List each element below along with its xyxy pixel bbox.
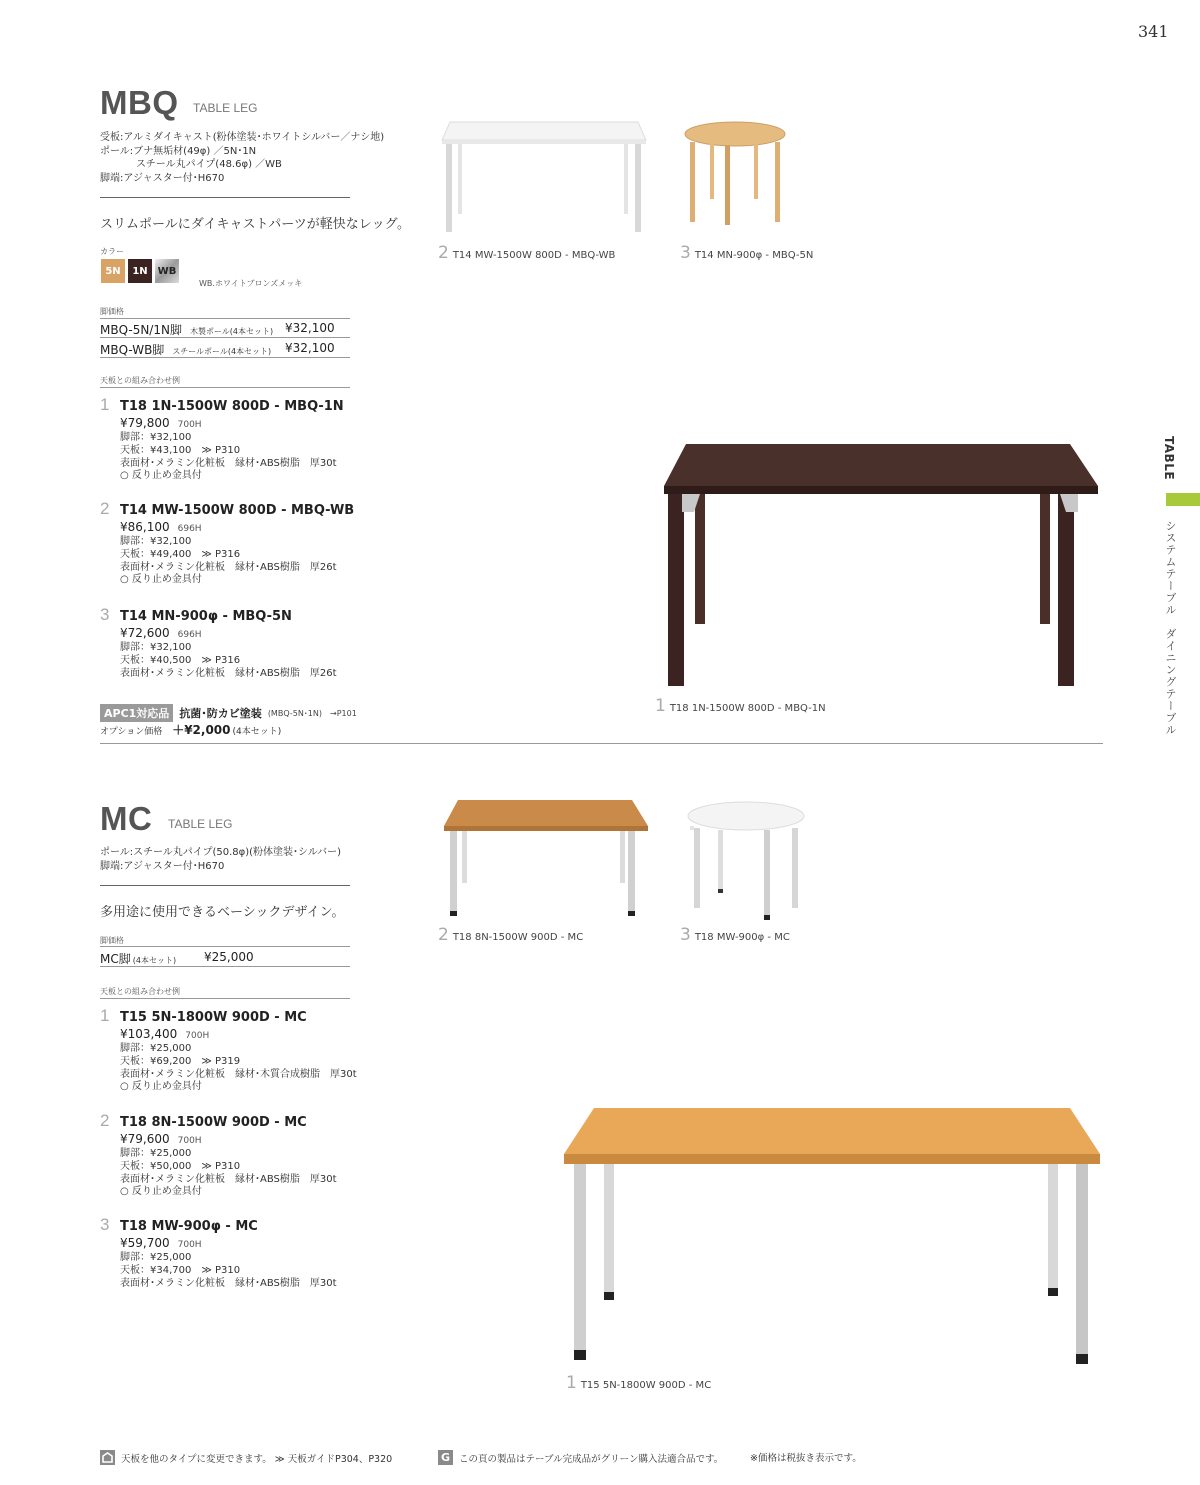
divider [100,966,350,967]
top-price: 天板：¥49,400 [120,548,192,560]
price-amount: ¥32,100 [285,341,335,355]
top-price: 天板：¥50,000 [120,1160,192,1172]
top-price: 天板：¥69,200 [120,1055,192,1067]
mc-specs [100,846,341,873]
mbq-title: MBQ [100,84,179,121]
caption-number: 3 [680,925,691,945]
caption-text: T18 1N-1500W 800D - MBQ-1N [669,703,826,714]
page-ref: ≫ P310 [201,444,241,456]
example-height: 700H [185,1031,210,1041]
example-detail [120,416,337,483]
caption-text: T18 8N-1500W 900D - MC [452,932,584,943]
example-height: 700H [177,420,202,430]
price-note: (4本セット) [132,956,177,965]
caption-number: 2 [438,243,449,263]
mbq-spec-line: 受板:アルミダイキャスト(粉体塗装･ホワイトシルバー／ナシ地) [100,132,385,143]
option-label: オプション価格 [100,727,163,737]
apc-badge: APC1対応品 [100,704,173,722]
example-number: 3 [100,605,110,624]
mc-title: MC [100,800,153,837]
material: 表面材･メラミン化粧板 縁材･ABS樹脂 厚30t [120,1277,337,1289]
option-price: ＋¥2,000 [172,723,231,737]
apc-row [100,704,357,722]
combo-label: 天板との組み合わせ例 [100,376,180,385]
page-ref: ≫ P310 [201,1160,241,1172]
page-ref: ≫ P316 [201,548,241,560]
mbq-5n-round-table-image [680,118,790,228]
leg-price: 脚部：¥25,000 [120,1148,192,1159]
divider [100,998,350,999]
caption-number: 1 [655,696,666,716]
divider [100,885,350,886]
mbq-spec-line: ポール:ブナ無垢材(49φ) ／5N･1N [100,145,257,157]
sidebar-title: TABLE [1162,436,1176,481]
mbq-spec-line: 脚端:アジャスター付･H670 [100,172,225,184]
divider [100,318,350,319]
example-block [100,1006,307,1026]
section-divider [100,743,1103,744]
extra-note: ○ 反り止め金具付 [120,574,202,586]
example-detail [120,1236,337,1290]
caption-number: 1 [566,1373,577,1393]
mbq-subtitle: TABLE LEG [193,101,258,115]
price-name: MBQ-WB脚 [100,343,165,357]
material: 表面材･メラミン化粧板 縁材･ABS樹脂 厚26t [120,667,337,679]
material: 表面材･メラミン化粧板 縁材･ABS樹脂 厚30t [120,1173,337,1185]
material: 表面材･メラミン化粧板 縁材･木質合成樹脂 厚30t [120,1068,357,1080]
price-note: スチールポール(4本セット) [172,347,272,356]
leg-price-label: 脚価格 [100,307,124,316]
footer-note [100,1450,392,1465]
example-title: T18 MW-900φ - MC [120,1219,258,1234]
divider [100,337,350,338]
extra-note: ○ 反り止め金具付 [120,470,202,482]
caption [438,925,583,945]
color-label: カラー [100,247,124,256]
swatch-1n: 1N [128,259,152,283]
example-number: 3 [100,1215,110,1234]
caption [438,243,615,263]
divider [100,387,350,388]
price-row [100,950,350,967]
example-title: T14 MW-1500W 800D - MBQ-WB [120,503,355,518]
combo-label: 天板との組み合わせ例 [100,987,180,996]
sidebar-accent-bar [1166,493,1200,506]
divider [100,946,350,947]
caption-text: T14 MW-1500W 800D - MBQ-WB [452,250,616,261]
mc-spec-line: 脚端:アジャスター付･H670 [100,860,225,872]
mc-subtitle: TABLE LEG [168,817,233,831]
mc-8n-table-image [440,798,652,922]
price-amount: ¥32,100 [285,321,335,335]
mc-spec-line: ポール:スチール丸パイプ(50.8φ)(粉体塗装･シルバー) [100,847,341,858]
example-block [100,499,355,519]
wb-note: WB.ホワイトブロンズメッキ [199,279,303,288]
example-block [100,605,292,625]
option-row [100,721,281,738]
divider [100,197,350,198]
caption-text: T18 MW-900φ - MC [694,932,790,943]
example-price: ¥79,600 [120,1132,170,1146]
mc-catchphrase: 多用途に使用できるベーシックデザイン。 [100,905,345,920]
example-number: 1 [100,395,110,414]
example-number: 2 [100,499,110,518]
footer-note [438,1450,723,1465]
example-block [100,395,344,415]
material: 表面材･メラミン化粧板 縁材･ABS樹脂 厚26t [120,561,337,573]
apc-text: 抗菌･防カビ塗装 [179,707,262,720]
mbq-1n-table-image [660,440,1100,690]
caption [680,243,813,263]
example-height: 700H [177,1240,202,1250]
caption-text: T15 5N-1800W 900D - MC [580,1380,712,1391]
mc-5n-table-image [560,1104,1105,1366]
mbq-spec-line: スチール丸パイプ(48.6φ) ／WB [136,159,282,170]
example-number: 2 [100,1111,110,1130]
price-row [100,341,350,358]
example-detail [120,520,337,587]
divider [100,357,350,358]
example-number: 1 [100,1006,110,1025]
footer-note-text: この頁の製品はテーブル完成品がグリーン購入法適合品です。 [459,1453,724,1465]
option-note: (4本セット) [232,727,282,737]
example-price: ¥86,100 [120,520,170,534]
example-title: T14 MN-900φ - MBQ-5N [120,609,292,624]
caption [680,925,790,945]
example-title: T18 1N-1500W 800D - MBQ-1N [120,399,344,414]
example-price: ¥103,400 [120,1027,178,1041]
example-title: T15 5N-1800W 900D - MC [120,1010,307,1025]
extra-note: ○ 反り止め金具付 [120,1186,202,1198]
mbq-catchphrase: スリムポールにダイキャストパーツが軽快なレッグ。 [100,217,411,232]
apc-note: (MBQ-5N･1N) →P101 [267,708,357,718]
mc-mw-round-table-image [684,800,808,924]
footer-note [750,1450,862,1464]
example-block [100,1111,307,1131]
leg-price: 脚部：¥25,000 [120,1043,192,1054]
price-row [100,321,350,338]
example-detail [120,1027,357,1094]
caption-number: 2 [438,925,449,945]
price-name: MBQ-5N/1N脚 [100,323,182,337]
example-price: ¥79,800 [120,416,170,430]
price-amount: ¥25,000 [204,950,254,964]
top-price: 天板：¥40,500 [120,654,192,666]
material: 表面材･メラミン化粧板 縁材･ABS樹脂 厚30t [120,457,337,469]
swatch-5n: 5N [101,259,125,283]
example-detail [120,626,337,680]
example-height: 700H [177,1136,202,1146]
example-price: ¥72,600 [120,626,170,640]
price-name: MC脚 [100,952,131,966]
example-price: ¥59,700 [120,1236,170,1250]
example-height: 696H [177,630,202,640]
top-price: 天板：¥43,100 [120,444,192,456]
leg-price: 脚部：¥32,100 [120,536,192,547]
caption [655,696,826,716]
leg-price: 脚部：¥32,100 [120,432,192,443]
caption [566,1373,711,1393]
mbq-specs [100,131,384,185]
caption-number: 3 [680,243,691,263]
footer-note-text: ※価格は税抜き表示です。 [750,1453,862,1464]
leg-price-label: 脚価格 [100,936,124,945]
page-ref: ≫ P319 [201,1055,241,1067]
example-height: 696H [177,524,202,534]
leg-price: 脚部：¥32,100 [120,642,192,653]
price-note: 木製ポール(4本セット) [189,327,274,336]
top-price: 天板：¥34,700 [120,1264,192,1276]
page-number: 341 [1138,22,1169,41]
swatch-wb: WB [155,259,179,283]
color-swatches [101,259,179,283]
sidebar-categories: システムテーブル ダイニングテーブル [1164,520,1177,736]
mbq-wb-table-image [438,118,654,238]
leg-price: 脚部：¥25,000 [120,1252,192,1263]
example-block [100,1215,258,1235]
example-detail [120,1132,337,1199]
page-ref: ≫ P316 [201,654,241,666]
swap-icon [100,1450,115,1465]
extra-note: ○ 反り止め金具付 [120,1081,202,1093]
green-purchase-icon: G [438,1450,453,1465]
example-title: T18 8N-1500W 900D - MC [120,1115,307,1130]
footer-note-text: 天板を他のタイプに変更できます。 ≫ 天板ガイドP304、P320 [121,1453,393,1465]
page-ref: ≫ P310 [201,1264,241,1276]
caption-text: T14 MN-900φ - MBQ-5N [694,250,814,261]
